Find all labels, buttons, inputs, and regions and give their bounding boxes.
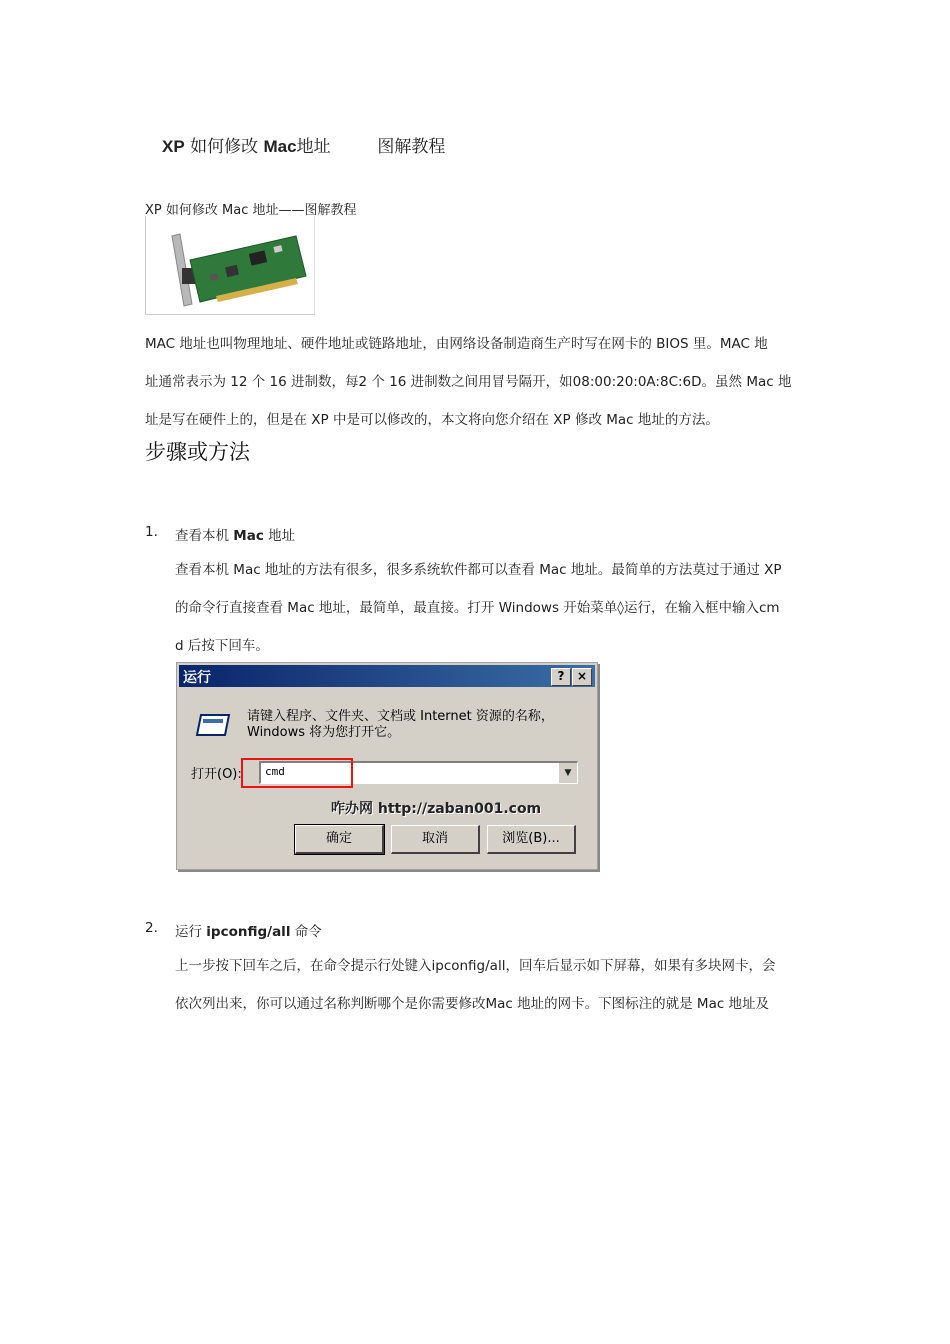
- watermark: 咋办网 http://zaban001.com: [331, 801, 542, 817]
- step-2-title-post: 命令: [290, 924, 322, 940]
- run-icon: [193, 711, 233, 739]
- title-text-2: 地址: [296, 137, 331, 157]
- browse-button[interactable]: 浏览(B)...: [487, 825, 576, 854]
- run-dialog: [176, 662, 598, 870]
- open-label: 打开(O):: [191, 767, 242, 782]
- network-card-image: [145, 216, 315, 315]
- run-dialog-description: 请键入程序、文件夹、文档或 Internet 资源的名称，Windows 将为您打开它。: [247, 709, 554, 740]
- step-2-number: 2.: [145, 920, 158, 936]
- step-1-title: [175, 524, 295, 544]
- step-1-title-bold: Mac: [233, 528, 264, 544]
- step-1-line-1: 查看本机 Mac 地址的方法有很多，很多系统软件都可以查看 Mac 地址。最简单的方法莫过于通过 XP: [175, 562, 782, 578]
- help-button[interactable]: ?: [551, 668, 571, 686]
- title-mac: Mac: [263, 137, 297, 156]
- step-1-title-post: 地址: [263, 528, 296, 544]
- run-dialog-titlebar: [179, 665, 595, 687]
- run-dialog-title: 运行: [183, 670, 211, 686]
- title-text-3: 图解教程: [377, 137, 446, 157]
- intro-line-1: MAC 地址也叫物理地址、硬件地址或链路地址，由网络设备制造商生产时写在网卡的 BIOS 里。MAC 地: [145, 336, 768, 352]
- step-2-title: [175, 920, 322, 940]
- document-title: [162, 132, 445, 157]
- step-2-line-1: 上一步按下回车之后，在命令提示行处键入ipconfig/all，回车后显示如下屏幕，如果有多块网卡，会: [175, 958, 776, 974]
- ok-button[interactable]: 确定: [295, 825, 384, 854]
- title-xp: XP: [162, 137, 185, 156]
- subtitle: XP 如何修改 Mac 地址——图解教程: [145, 203, 357, 218]
- highlight-box: [241, 758, 353, 788]
- step-2-title-pre: 运行: [175, 924, 207, 940]
- intro-line-3: 址是写在硬件上的，但是在 XP 中是可以修改的，本文将向您介绍在 XP 修改 Mac 地址的方法。: [145, 412, 719, 428]
- step-2-line-2: 依次列出来，你可以通过名称判断哪个是你需要修改Mac 地址的网卡。下图标注的就是 Mac 地址及: [175, 996, 770, 1012]
- cancel-button[interactable]: 取消: [391, 825, 480, 854]
- step-1-line-3: d 后按下回车。: [175, 638, 269, 654]
- intro-line-2: 址通常表示为 12 个 16 进制数，每2 个 16 进制数之间用冒号隔开，如08:00:20:0A:8C:6D。虽然 Mac 地: [145, 374, 792, 390]
- chevron-down-icon[interactable]: ▼: [558, 763, 577, 783]
- step-1-line-2: 的命令行直接查看 Mac 地址，最简单，最直接。打开 Windows 开始菜单◊运行，在输入框中输入cm: [175, 600, 780, 616]
- step-2-title-bold: ipconfig/all: [206, 924, 291, 940]
- open-input-value: cmd: [265, 765, 285, 778]
- title-text-1: 如何修改: [190, 137, 259, 157]
- step-1-title-pre: 查看本机: [175, 528, 234, 544]
- step-1-number: 1.: [145, 524, 158, 540]
- network-card-icon: [146, 216, 314, 314]
- section-heading: 步骤或方法: [145, 440, 250, 464]
- close-button[interactable]: ×: [572, 668, 592, 686]
